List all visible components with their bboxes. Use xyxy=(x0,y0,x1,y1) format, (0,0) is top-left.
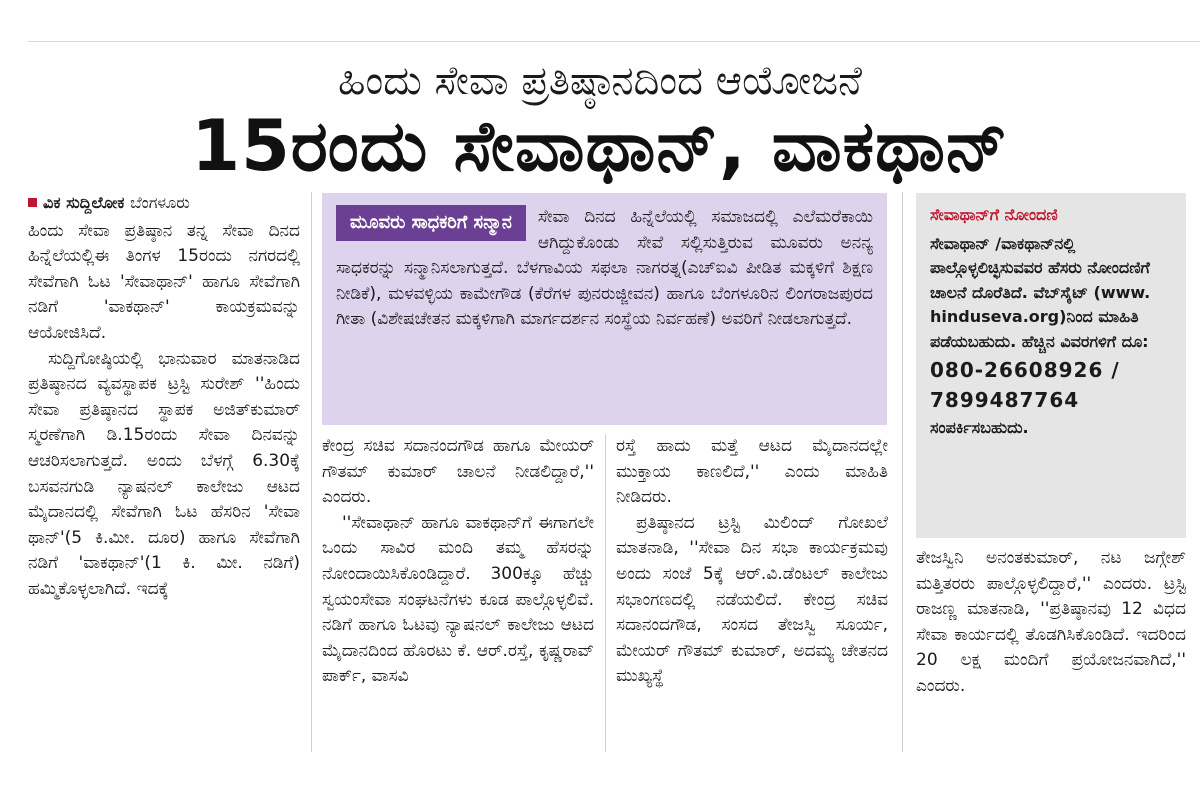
paragraph: ಪ್ರತಿಷ್ಠಾನದ ಟ್ರಸ್ಟಿ ಮಿಲಿಂದ್ ಗೋಖಲೆ ಮಾತನಾಡಿ, ''ಸೇವಾ ದಿನ ಸಭಾ ಕಾರ್ಯಕ್ರಮವು ಅಂದು ಸಂಜೆ 5ಕ್ಕೆ ಆರ್.ವಿ.ಡೆಂಟಲ್ ಕಾಲೇಜು ಸಭಾಂಗಣದಲ್ಲಿ ನಡೆಯಲಿದೆ. ಕೇಂದ್ರ ಸಚಿವ ಸದಾನಂದಗೌಡ, ಸಂಸದ ತೇಜಸ್ವಿ ಸೂರ್ಯ, ಮೇಯರ್ ಗೌತಮ್ ಕುಮಾರ್, ಅದಮ್ಯ ಚೇತನದ ಮುಖ್ಯಸ್ಥೆ xyxy=(616,512,888,687)
sidebar-phone-2: 7899487764 xyxy=(930,388,1080,412)
column-3 xyxy=(616,434,888,756)
sidebar-footer: ಸಂಪರ್ಕಿಸಬಹುದು. xyxy=(930,418,1029,437)
paragraph: ಕೇಂದ್ರ ಸಚಿವ ಸದಾನಂದಗೌಡ ಹಾಗೂ ಮೇಯರ್ ಗೌತಮ್ ಕುಮಾರ್ ಚಾಲನೆ ನೀಡಲಿದ್ದಾರೆ,'' ಎಂದರು. xyxy=(322,436,594,508)
paragraph: ಸುದ್ದಿಗೋಷ್ಠಿಯಲ್ಲಿ ಭಾನುವಾರ ಮಾತನಾಡಿದ ಪ್ರತಿಷ್ಠಾನದ ವ್ಯವಸ್ಥಾಪಕ ಟ್ರಸ್ಟಿ ಸುರೇಶ್ ''ಹಿಂದು ಸೇವಾ ಪ್ರತಿಷ್ಠಾನದ ಸ್ಥಾಪಕ ಅಜಿತ್‌ಕುಮಾರ್ ಸ್ಮರಣೆಗಾಗಿ ಡಿ.15ರಂದು ಸೇವಾ ದಿನವನ್ನು ಆಚರಿಸಲಾಗುತ್ತದೆ. ಅಂದು ಬೆಳಗ್ಗೆ 6.30ಕ್ಕೆ ಬಸವನಗುಡಿ ನ್ಯಾಷನಲ್ ಕಾಲೇಜು ಆಟದ ಮೈದಾನದಲ್ಲಿ ಸೇವೆಗಾಗಿ ಓಟ ಹೆಸರಿನ 'ಸೇವಾ ಥಾನ್'(5 ಕಿ.ಮೀ. ದೂರ) ಹಾಗೂ ಸೇವೆಗಾಗಿ ನಡಿಗೆ 'ವಾಕಥಾನ್'(1 ಕಿ. ಮೀ. ನಡಿಗೆ) ಹಮ್ಮಿಕೊಳ್ಳಲಾಗಿದೆ. ಇದಕ್ಕೆ xyxy=(28,348,300,599)
top-divider xyxy=(28,41,1200,42)
column-divider xyxy=(311,192,312,752)
paragraph: ಹಿಂದು ಸೇವಾ ಪ್ರತಿಷ್ಠಾನ ತನ್ನ ಸೇವಾ ದಿನದ ಹಿನ್ನೆಲೆಯಲ್ಲಿಈ ತಿಂಗಳ 15ರಂದು ನಗರದಲ್ಲಿ ಸೇವೆಗಾಗಿ ಓಟ 'ಸೇವಾಥಾನ್' ಹಾಗೂ ಸೇವೆಗಾಗಿ ನಡಿಗೆ 'ವಾಕಥಾನ್' ಕಾಯಕ್ರಮವನ್ನು ಆಯೋಜಿಸಿದೆ. xyxy=(28,220,300,343)
column-2 xyxy=(322,434,594,756)
feature-text: ಸೇವಾ ದಿನದ ಹಿನ್ನೆಲೆಯಲ್ಲಿ ಸಮಾಜದಲ್ಲಿ ಎಲೆಮರೆಕಾಯಿ ಆಗಿದ್ದುಕೊಂಡು ಸೇವೆ ಸಲ್ಲಿಸುತ್ತಿರುವ ಮೂವರು ಅನನ್ಯ ಸಾಧಕರನ್ನು ಸನ್ಮಾನಿಸಲಾಗುತ್ತದೆ. ಬೆಳಗಾವಿಯ ಸಫಲಾ ನಾಗರತ್ನ(ಎಚ್‌ಐವಿ ಪೀಡಿತ ಮಕ್ಕಳಿಗೆ ಶಿಕ್ಷಣ ನೀಡಿಕೆ), ಮಳವಳ್ಳಿಯ ಕಾಮೇಗೌಡ (ಕೆರೆಗಳ ಪುನರುಜ್ಜೀವನ) ಹಾಗೂ ಬೆಂಗಳೂರಿನ ಲಿಂಗರಾಜಪುರದ ಗೀತಾ (ವಿಶೇಷಚೇತನ ಮಕ್ಕಳಿಗಾಗಿ ಮಾರ್ಗದರ್ಶನ ಸಂಸ್ಥೆಯ ನಿರ್ವಹಣೆ) ಅವರಿಗೆ ನೀಡಲಾಗುತ್ತದೆ. xyxy=(336,207,873,330)
byline xyxy=(28,190,300,216)
sidebar-title: ಸೇವಾಥಾನ್‌ಗೆ ನೋಂದಣಿ xyxy=(930,205,1058,224)
registration-sidebar xyxy=(916,193,1186,538)
paragraph: ತೇಜಸ್ವಿನಿ ಅನಂತಕುಮಾರ್, ನಟ ಜಗ್ಗೇಶ್ ಮತ್ತಿತರರು ಪಾಲ್ಗೊಳ್ಳಲಿದ್ದಾರೆ,'' ಎಂದರು. ಟ್ರಸ್ಟಿ ರಾಜಣ್ಣ ಮಾತನಾಡಿ, ''ಪ್ರತಿಷ್ಠಾನವು 12 ವಿಧದ ಸೇವಾ ಕಾರ್ಯದಲ್ಲಿ ತೊಡಗಿಸಿಕೊಂಡಿದೆ. ಇದರಿಂದ 20 ಲಕ್ಷ ಮಂದಿಗೆ ಪ್ರಯೋಜನವಾಗಿದೆ,'' ಎಂದರು. xyxy=(916,548,1186,696)
column-4 xyxy=(916,546,1186,756)
sidebar-phone-1: 080-26608926 / xyxy=(930,358,1120,382)
byline-source: ವಿಕ ಸುದ್ದಿಲೋಕ xyxy=(43,193,125,212)
byline-city: ಬೆಂಗಳೂರು xyxy=(130,193,190,212)
paragraph: ''ಸೇವಾಥಾನ್ ಹಾಗೂ ವಾಕಥಾನ್‌ಗೆ ಈಗಾಗಲೇ ಒಂದು ಸಾವಿರ ಮಂದಿ ತಮ್ಮ ಹೆಸರನ್ನು ನೋಂದಾಯಿಸಿಕೊಂಡಿದ್ದಾರೆ. 300ಕ್ಕೂ ಹೆಚ್ಚು ಸ್ವಯಂಸೇವಾ ಸಂಘಟನೆಗಳು ಕೂಡ ಪಾಲ್ಗೊಳ್ಳಲಿವೆ. ನಡಿಗೆ ಹಾಗೂ ಓಟವು ನ್ಯಾಷನಲ್ ಕಾಲೇಜು ಆಟದ ಮೈದಾನದಿಂದ ಹೊರಟು ಕೆ. ಆರ್.ರಸ್ತೆ, ಕೃಷ್ಣರಾವ್ ಪಾರ್ಕ್, ವಾಸವಿ xyxy=(322,512,594,687)
column-divider xyxy=(902,192,903,752)
kicker: ಹಿಂದು ಸೇವಾ ಪ್ರತಿಷ್ಠಾನದಿಂದ ಆಯೋಜನೆ xyxy=(338,58,862,104)
paragraph: ರಸ್ತೆ ಹಾದು ಮತ್ತೆ ಆಟದ ಮೈದಾನದಲ್ಲೇ ಮುಕ್ತಾಯ ಕಾಣಲಿದೆ,'' ಎಂದು ಮಾಹಿತಿ ನೀಡಿದರು. xyxy=(616,436,888,508)
sidebar-body: ಸೇವಾಥಾನ್ /ವಾಕಥಾನ್‌ನಲ್ಲಿ ಪಾಲ್ಗೊಳ್ಳಲಿಚ್ಛಿಸುವವರ ಹೆಸರು ನೋಂದಣಿಗೆ ಚಾಲನೆ ದೊರೆತಿದೆ. ವೆಬ್‌ಸೈಟ್ (www. hinduseva.org)ನಿಂದ ಮಾಹಿತಿ ಪಡೆಯಬಹುದು. ಹೆಚ್ಚಿನ ವಿವರಗಳಿಗೆ ದೂ: xyxy=(930,233,1151,351)
feature-tag: ಮೂವರು ಸಾಧಕರಿಗೆ ಸನ್ಮಾನ xyxy=(336,205,526,241)
byline-marker-icon xyxy=(28,198,37,207)
headline: 15ರಂದು ಸೇವಾಥಾನ್, ವಾಕಥಾನ್ xyxy=(191,105,1009,187)
feature-box xyxy=(322,193,887,425)
column-divider xyxy=(605,434,606,752)
column-1 xyxy=(28,190,300,758)
